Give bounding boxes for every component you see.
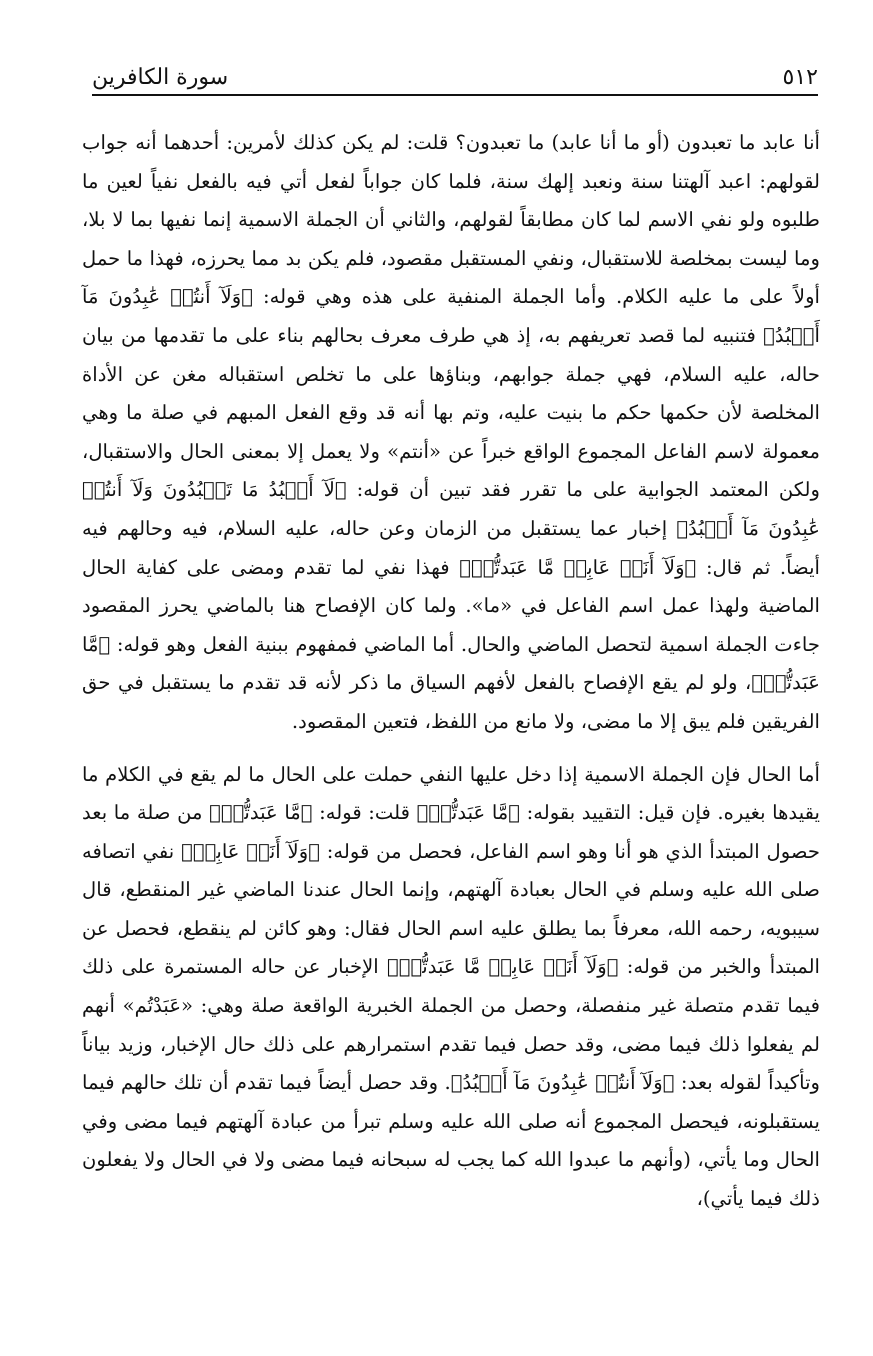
page-body (82, 124, 820, 1219)
page-number: ٥١٢ (782, 65, 818, 90)
surah-title: سورة الكافرين (92, 65, 229, 90)
page-header (92, 50, 818, 96)
paragraph: أما الحال فإن الجملة الاسمية إذا دخل عليها النفي حملت على الحال ما لم يقع في الكلام ما يقيدها بغيره. فإن قيل: التقييد بقوله: ﴿مَّا عَبَدتُّمۡ﴾ قلت: قوله: ﴿مَّا عَبَدتُّمۡ﴾ من صلة ما بعد حصول المبتدأ الذي هو أنا وهو اسم الفاعل، فحصل من قوله: ﴿وَلَآ أَنَا۠ عَابِدٞ﴾ نفي اتصافه صلى الله عليه وسلم في الحال بعبادة آلهتهم، وإنما الحال عندنا الماضي غير المنقطع، قال سيبويه، رحمه الله، معرفاً بما يطلق عليه اسم الحال فقال: وهو كائن لم ينقطع، فحصل عن المبتدأ والخبر من قوله: ﴿وَلَآ أَنَا۠ عَابِدٞ مَّا عَبَدتُّمۡ﴾ الإخبار عن حاله المستمرة على ذلك فيما تقدم متصلة غير منفصلة، وحصل من الجملة الخبرية الواقعة صلة وهي: «عَبَدْتُم» أنهم لم يفعلوا ذلك فيما مضى، وقد حصل فيما تقدم استمرارهم على ذلك حال الإخبار، وزيد بياناً وتأكيداً لقوله بعد: ﴿وَلَآ أَنتُمۡ عَٰبِدُونَ مَآ أَعۡبُدُ﴾. وقد حصل أيضاً فيما تقدم أن تلك حالهم فيما يستقبلونه، فيحصل المجموع أنه صلى الله عليه وسلم تبرأ من عبادة آلهتهم فيما مضى وفي الحال وما يأتي، (وأنهم ما عبدوا الله كما يجب له سبحانه فيما مضى ولا في الحال ولا يفعلون ذلك فيما يأتي)، (82, 762, 820, 1211)
paragraph: أنا عابد ما تعبدون (أو ما أنا عابد) ما تعبدون؟ قلت: لم يكن كذلك لأمرين: أحدهما أنه جواب لقولهم: اعبد آلهتنا سنة ونعبد إلهك سنة، فلما كان جواباً لفعل أتي فيه بالفعل نفياً لعين ما طلبوه ولو نفي الاسم لما كان مطابقاً لقولهم، والثاني أن الجملة الاسمية إنما نفيها بما لا بلا، وما ليست بمخلصة للاستقبال، ونفي المستقبل مقصود، فلم يكن بد مما يحرزه، فهذا ما حمل أولاً على ما عليه الكلام. وأما الجملة المنفية على هذه وهي قوله: ﴿وَلَآ أَنتُمۡ عَٰبِدُونَ مَآ أَعۡبُدُ﴾ فتنبيه لما قصد تعريفهم به، إذ هي طرف معرف بحالهم بناء على ما تقدمها من بيان حاله، عليه السلام، فهي جملة جوابهم، وبناؤها على ما تخلص استقباله مغن عن الأداة المخلصة لأن حكمها حكم ما بنيت عليه، وتم بها أنه قد وقع الفعل المبهم في صلة ما وهي معمولة لاسم الفاعل المجموع الواقع خبراً عن «أنتم» ولا يعمل إلا بمعنى الحال والاستقبال، ولكن المعتمد الجوابية على ما تقرر فقد تبين أن قوله: ﴿لَآ أَعۡبُدُ مَا تَعۡبُدُونَ وَلَآ أَنتُمۡ عَٰبِدُونَ مَآ أَعۡبُدُ﴾ إخبار عما يستقبل من الزمان وعن حاله، عليه السلام، فيه وحالهم فيه أيضاً. ثم قال: ﴿وَلَآ أَنَا۠ عَابِدٞ مَّا عَبَدتُّمۡ﴾ فهذا نفي لما تقدم ومضى على كفاية الحال الماضية ولهذا عمل اسم الفاعل في «ما». ولما كان الإفصاح هنا بالماضي يحرز المقصود جاءت الجملة اسمية لتحصل الماضي والحال. أما الماضي فمفهوم ببنية الفعل وهو قوله: ﴿مَّا عَبَدتُّمۡ﴾، ولو لم يقع الإفصاح بالفعل لأفهم السياق ما ذكر لأنه قد تقدم ما يستقبل في حق الفريقين فلم يبق إلا ما مضى، ولا مانع من اللفظ، فتعين المقصود. (82, 131, 820, 733)
